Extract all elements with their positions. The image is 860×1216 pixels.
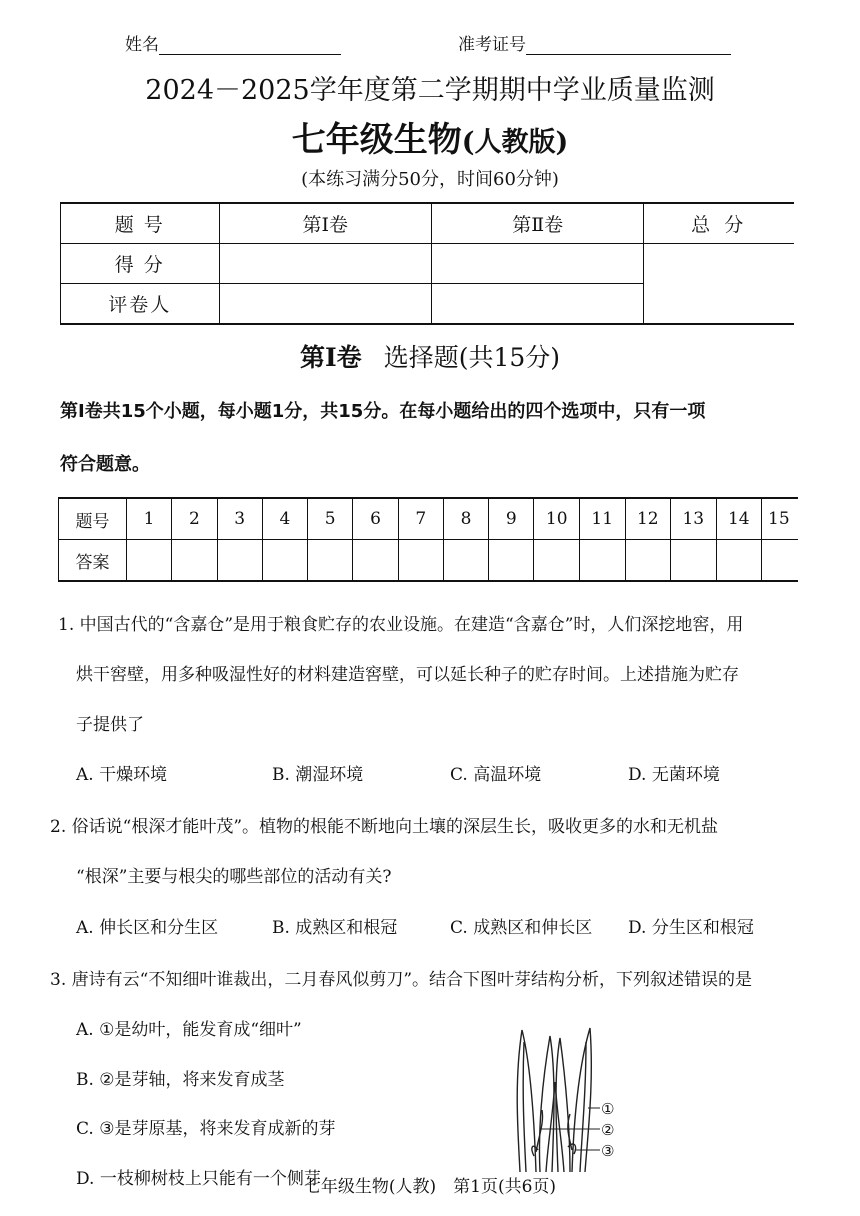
subject-name: 七年级生物 <box>291 120 462 160</box>
q3-option-d[interactable]: D. 一枝柳树枝上只能有一个侧芽 <box>76 1169 321 1189</box>
question-number: 9 <box>489 498 534 540</box>
name-blank[interactable] <box>159 36 341 55</box>
figure-label-3: ③ <box>601 1142 615 1160</box>
question-number: 3 <box>217 498 262 540</box>
section-instruction-cont: 符合题意。 <box>60 454 150 475</box>
score-row-label: 得 分 <box>61 244 220 284</box>
question-1-text: 1. 中国古代的“含嘉仓”是用于粮食贮存的农业设施。在建造“含嘉仓”时，人们深挖地窖，用 <box>58 615 744 635</box>
q3-option-a[interactable]: A. ①是幼叶，能发育成“细叶” <box>76 1020 302 1040</box>
section-number: 第Ⅰ卷 <box>299 343 362 372</box>
question-number: 4 <box>262 498 307 540</box>
answer-cell[interactable] <box>762 540 798 582</box>
question-2-text-cont: “根深”主要与根尖的哪些部位的活动有关? <box>76 867 392 887</box>
answer-fill-row <box>59 540 799 582</box>
answer-cell[interactable] <box>398 540 443 582</box>
q2-option-a[interactable]: A. 伸长区和分生区 <box>76 918 219 938</box>
score-header-cell: 第Ⅱ卷 <box>431 203 643 244</box>
edition-label: (人教版) <box>461 127 569 158</box>
answer-cell[interactable] <box>579 540 625 582</box>
q1-option-a[interactable]: A. 干燥环境 <box>76 765 168 785</box>
q1-option-d[interactable]: D. 无菌环境 <box>628 765 720 785</box>
answer-cell[interactable] <box>489 540 534 582</box>
question-number: 12 <box>625 498 671 540</box>
q2-option-b[interactable]: B. 成熟区和根冠 <box>272 918 398 938</box>
answer-cell[interactable] <box>625 540 671 582</box>
answer-number-row <box>59 498 799 540</box>
exam-id-blank[interactable] <box>526 36 731 55</box>
q3-option-c[interactable]: C. ③是芽原基，将来发育成新的芽 <box>76 1119 336 1139</box>
answer-cell[interactable] <box>217 540 262 582</box>
section-subtitle: 选择题(共15分) <box>383 343 561 372</box>
answer-row-label: 题号 <box>59 498 127 540</box>
section-instruction: 第Ⅰ卷共15个小题，每小题1分，共15分。在每小题给出的四个选项中，只有一项 <box>60 401 706 422</box>
score-cell[interactable] <box>219 244 431 284</box>
question-number: 10 <box>534 498 580 540</box>
score-cell[interactable] <box>431 244 643 284</box>
question-number: 11 <box>579 498 625 540</box>
answer-cell[interactable] <box>308 540 353 582</box>
total-score-cell[interactable] <box>644 244 794 325</box>
question-number: 7 <box>398 498 443 540</box>
score-header-cell: 第Ⅰ卷 <box>219 203 431 244</box>
q2-option-d[interactable]: D. 分生区和根冠 <box>628 918 754 938</box>
score-cell[interactable] <box>431 284 643 325</box>
name-label: 姓名 <box>125 35 159 55</box>
score-cell[interactable] <box>219 284 431 325</box>
q3-option-b[interactable]: B. ②是芽轴，将来发育成茎 <box>76 1070 285 1090</box>
page-footer: 七年级生物(人教) 第1页(共6页) <box>303 1177 557 1197</box>
q2-option-c[interactable]: C. 成熟区和伸长区 <box>450 918 593 938</box>
q1-option-b[interactable]: B. 潮湿环境 <box>272 765 364 785</box>
answer-cell[interactable] <box>353 540 398 582</box>
question-number: 8 <box>443 498 488 540</box>
answer-row-label: 答案 <box>59 540 127 582</box>
exam-id-field <box>458 30 731 55</box>
figure-label-1: ① <box>601 1100 615 1118</box>
exam-note: (本练习满分50分，时间60分钟) <box>301 169 559 190</box>
question-number: 5 <box>308 498 353 540</box>
score-table-header-row <box>61 203 795 244</box>
score-row-label: 评卷人 <box>61 284 220 325</box>
leaf-bud-diagram <box>500 1022 630 1172</box>
exam-id-label: 准考证号 <box>458 35 526 55</box>
exam-title: 2024－2025学年度第二学期期中学业质量监测 <box>145 75 715 106</box>
question-2-text: 2. 俗话说“根深才能叶茂”。植物的根能不断地向土壤的深层生长，吸收更多的水和无机盐 <box>50 817 719 837</box>
answer-cell[interactable] <box>716 540 762 582</box>
question-number: 2 <box>172 498 217 540</box>
answer-cell[interactable] <box>262 540 307 582</box>
answer-table <box>58 497 798 582</box>
subject-title <box>0 112 860 161</box>
q1-option-c[interactable]: C. 高温环境 <box>450 765 542 785</box>
question-1-text-cont: 子提供了 <box>76 715 144 735</box>
answer-cell[interactable] <box>534 540 580 582</box>
score-header-cell: 题 号 <box>61 203 220 244</box>
name-field <box>125 30 341 55</box>
question-number: 14 <box>716 498 762 540</box>
question-number: 15 <box>762 498 798 540</box>
answer-cell[interactable] <box>126 540 171 582</box>
question-number: 6 <box>353 498 398 540</box>
answer-cell[interactable] <box>443 540 488 582</box>
question-number: 13 <box>671 498 717 540</box>
figure-label-2: ② <box>601 1121 615 1139</box>
score-table-row <box>61 244 795 284</box>
answer-cell[interactable] <box>671 540 717 582</box>
score-table <box>60 202 794 325</box>
question-3-text: 3. 唐诗有云“不知细叶谁裁出，二月春风似剪刀”。结合下图叶芽结构分析，下列叙述错误的是 <box>50 970 753 990</box>
question-number: 1 <box>126 498 171 540</box>
answer-cell[interactable] <box>172 540 217 582</box>
score-header-cell: 总 分 <box>644 203 794 244</box>
section-title <box>0 338 860 374</box>
question-1-text-cont: 烘干窖壁，用多种吸湿性好的材料建造窖壁，可以延长种子的贮存时间。上述措施为贮存 <box>76 665 739 685</box>
